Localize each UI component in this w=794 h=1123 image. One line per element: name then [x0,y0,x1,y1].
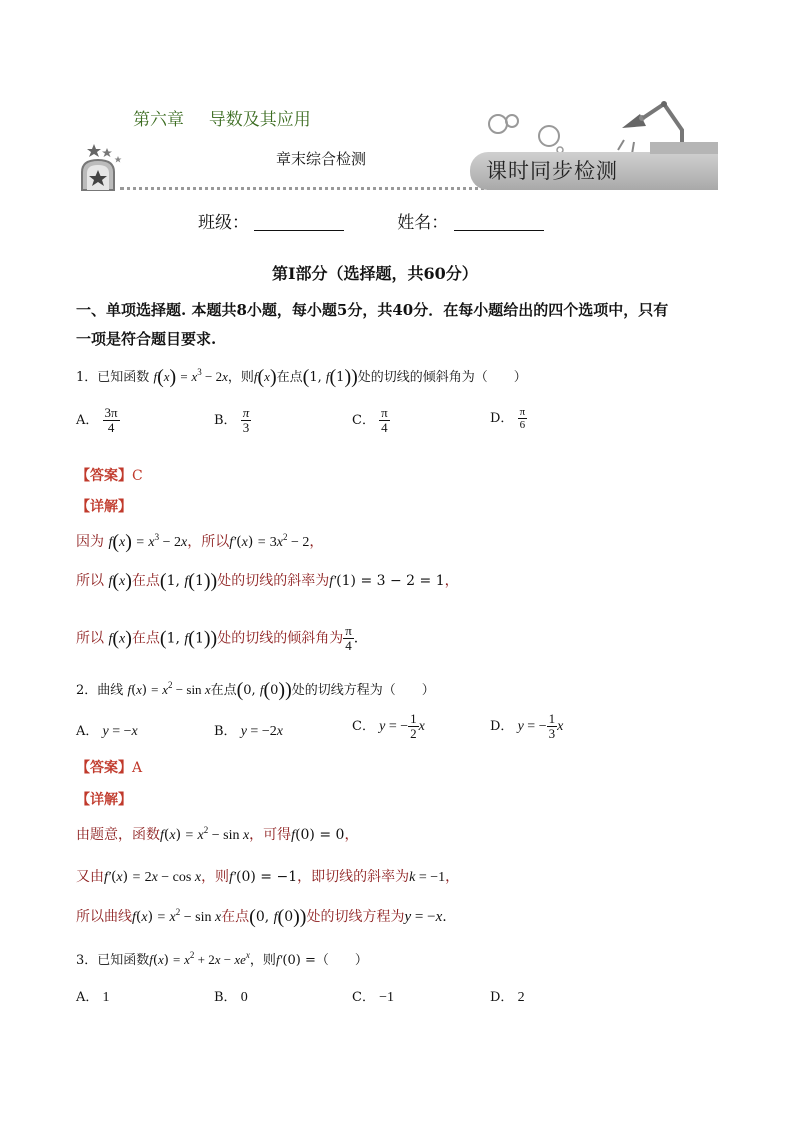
section-instruction-line1: 一、单项选择题. 本题共8小题，每小题5分，共40分．在每小题给出的四个选项中，只有 [76,301,669,319]
q3-option-d[interactable]: D． 2 [490,990,525,1005]
q2-detail-line1: 由题意，函数$f(x) = x^2 - \sin x$，可得f(0) = 0， [76,825,359,843]
q1-answer [76,465,143,485]
q2-answer: 【答案】A [76,760,143,776]
class-field[interactable] [254,214,344,231]
q1-option-c[interactable]: C． $\frac{\pi}{4}$ [352,405,388,435]
chapter-number: 第六章 [133,110,184,130]
q2-detail-line2: 又由f′(x) = 2x − cos x，则f′(0) = −1，即切线的斜率为k = −1， [76,869,460,885]
name-field[interactable] [454,214,544,231]
question-1: 1．已知函数 $f(x) = x^3 - 2x$，则f(x)在点(1, f(1))处的切线的倾斜角为（ ） [76,366,527,388]
class-label: 班级： [198,213,249,233]
q2-detail-line3: 所以曲线$f(x) = x^2 - \sin x$在点(0, f(0))处的切线方程为y = −x. [76,906,447,928]
banner-tab [650,142,718,154]
header [0,90,794,200]
q2-option-a[interactable]: A． y = −x [76,724,138,739]
answer-tag: 【答案】 [76,468,132,484]
q1-detail-line3: 所以 f(x)在点(1, f(1))处的切线的倾斜角为 $\frac{\pi}{4}$ . [76,623,359,653]
q1-detail-tag: 【详解】 [76,499,132,515]
header-divider [120,187,540,190]
banner-text: 课时同步检测 [486,159,618,183]
question-3: 3．已知函数$f(x) = x^2 + 2x - xe^x$，则f′(0) =（ ） [76,950,368,968]
chapter-title: 导数及其应用 [208,110,311,130]
q3-option-c[interactable]: C． −1 [352,990,394,1005]
q1-detail-line2: 所以 f(x)在点(1, f(1))处的切线的斜率为f′(1) = 3 − 2 = 1， [76,570,459,592]
q1-option-d[interactable]: D． $\frac{\pi}{6}$ [490,406,526,431]
q3-option-a[interactable]: A． 1 [76,990,110,1005]
q2-answer-value: A [132,760,143,776]
chapter-label [133,105,311,130]
star-badge-icon [76,142,132,192]
q2-detail-tag: 【详解】 [76,792,132,808]
q3-option-b[interactable]: B． 0 [214,990,248,1005]
section-instruction-line2: 一项是符合题目要求. [76,330,217,348]
q1-option-b[interactable]: B． $\frac{\pi}{3}$ [214,405,250,435]
name-label: 姓名： [397,213,449,233]
q1-function: f [153,369,158,384]
student-info [198,208,544,233]
q1-answer-value: C [132,468,143,484]
subtitle: 章末综合检测 [276,150,367,168]
bubbles-icon [482,110,572,154]
q2-option-c[interactable]: C． y = − $\frac{1}{2}$ x [352,711,425,741]
part-title: 第Ⅰ部分（选择题，共60分） [272,264,478,283]
q2-option-b[interactable]: B． y = −2x [214,724,283,739]
question-2: 2．曲线 $f(x) = x^2 - \sin x$在点(0, f(0))处的切线方程为（ ） [76,679,435,701]
q2-option-d[interactable]: D． y = − $\frac{1}{3}$ x [490,711,564,741]
q1-detail-line1: 因为 $f(x) = x^3 - 2x$，所以$f'(x) = 3x^2 - 2$， [76,531,324,553]
q1-option-a[interactable]: A． $\frac{3\pi}{4}$ [76,405,118,435]
